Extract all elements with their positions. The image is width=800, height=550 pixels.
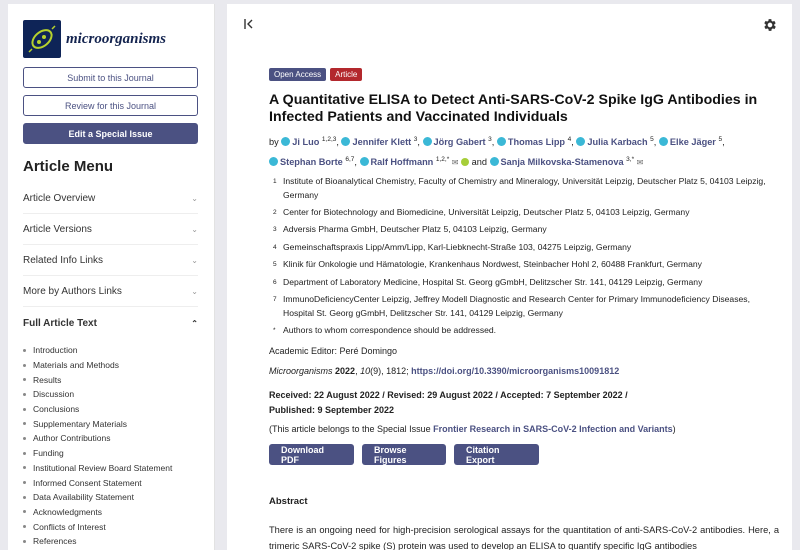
toc-item[interactable]: Supplementary Materials <box>23 416 172 431</box>
article-type-badge: Article <box>330 68 362 81</box>
toc-item[interactable]: Results <box>23 372 172 387</box>
chevron-down-icon: ⌄ <box>191 256 198 265</box>
author-icon <box>269 157 278 166</box>
author-link[interactable]: Jennifer Klett <box>341 137 411 147</box>
gear-icon[interactable] <box>762 17 778 38</box>
author-link[interactable]: Ji Luo <box>281 137 319 147</box>
affiliation: 6 Department of Laboratory Medicine, Hospital St. Georg gGmbH, Delitzscher Str. 141, 04129 Leipzig, Germany <box>273 276 703 287</box>
doi-link[interactable]: https://doi.org/10.3390/microorganisms10091812 <box>411 366 620 376</box>
author-link[interactable]: Jörg Gabert <box>423 137 486 147</box>
mail-icon[interactable]: ✉ <box>636 158 644 168</box>
toc-item[interactable]: Author Contributions <box>23 431 172 446</box>
menu-item-label: Article Versions <box>23 224 92 235</box>
chevron-down-icon: ⌄ <box>191 194 198 203</box>
author-icon <box>659 137 668 146</box>
abstract-heading: Abstract <box>269 496 308 507</box>
author-link[interactable]: Sanja Milkovska-Stamenova <box>490 157 624 167</box>
author-icon <box>576 137 585 146</box>
bullet-icon <box>23 525 26 528</box>
bullet-icon <box>23 437 26 440</box>
bullet-icon <box>23 349 26 352</box>
affiliation: 5 Klinik für Onkologie und Hämatologie, Krankenhaus Nordwest, Steinbacher Hohl 2, 60488 Frankfurt, Germany <box>273 259 702 269</box>
menu-item-label: More by Authors Links <box>23 286 122 297</box>
citation-line: Microorganisms 2022, 10(9), 1812; https://doi.org/10.3390/microorganisms10091812 <box>269 366 620 376</box>
bullet-icon <box>23 364 26 367</box>
open-access-badge: Open Access <box>269 68 326 81</box>
author-link[interactable]: Thomas Lipp <box>497 137 565 147</box>
journal-name: microorganisms <box>66 30 167 47</box>
affiliation-note: * Authors to whom correspondence should be addressed. <box>273 324 497 335</box>
toc-list <box>23 343 172 549</box>
author-icon <box>360 157 369 166</box>
microbe-icon <box>23 20 61 58</box>
menu-item-article-overview[interactable] <box>23 184 198 214</box>
affiliation: 4 Gemeinschaftspraxis Lipp/Amm/Lipp, Karl-Liebknecht-Straße 103, 04275 Leipzig, Germany <box>273 241 632 252</box>
bullet-icon <box>23 422 26 425</box>
chevron-down-icon: ⌄ <box>191 225 198 234</box>
author-link[interactable]: Elke Jäger <box>659 137 716 147</box>
toc-item[interactable]: Acknowledgments <box>23 505 172 520</box>
bullet-icon <box>23 393 26 396</box>
bullet-icon <box>23 466 26 469</box>
menu-item-article-versions[interactable] <box>23 215 198 245</box>
toc-item[interactable]: Discussion <box>23 387 172 402</box>
mail-icon[interactable]: ✉ <box>451 158 459 168</box>
toc-item[interactable]: Materials and Methods <box>23 358 172 373</box>
action-buttons <box>269 444 539 465</box>
author-icon <box>281 137 290 146</box>
publication-dates: Received: 22 August 2022 / Revised: 29 August 2022 / Accepted: 7 September 2022 / Published: 9 September 2022 <box>269 390 628 415</box>
academic-editor: Academic Editor: Peré Domingo <box>269 346 398 356</box>
bullet-icon <box>23 540 26 543</box>
author-icon <box>497 137 506 146</box>
toc-item[interactable]: Data Availability Statement <box>23 490 172 505</box>
article-panel <box>227 4 792 550</box>
badges <box>269 68 362 81</box>
author-link[interactable]: Julia Karbach <box>576 137 647 147</box>
menu-item-label: Article Overview <box>23 193 96 204</box>
affiliation: 7 ImmunoDeficiencyCenter Leipzig, Jeffrey Modell Diagnostic and Research Center for Primary Immunodeficiency Diseases, Hospital St. Georg gGmbH, Delitzscher Str. 141, 04129 Leipzig, Germany <box>273 294 750 318</box>
sidebar <box>8 4 215 550</box>
chevron-down-icon: ⌄ <box>191 287 198 296</box>
author-icon <box>490 157 499 166</box>
bullet-icon <box>23 408 26 411</box>
bullet-icon <box>23 496 26 499</box>
chevron-up-icon: ⌃ <box>191 318 198 328</box>
author-list: by Ji Luo $^{1,2,3}$, Jennifer Klett $^3$, Jörg Gabert $^3$, Thomas Lipp $^4$, Julia Karbach $^5$, Elke Jäger $^5$, Stephan Borte $^{6,7}$, Ralf Hoffmann $^{1,2,*}$ ✉ and Sanja Milkovska-Stamenova $^{3,*}$ ✉ <box>269 136 725 168</box>
toc-item[interactable]: References <box>23 534 172 549</box>
affiliation: 3 Adversis Pharma GmbH, Deutscher Platz 5, 04103 Leipzig, Germany <box>273 224 547 234</box>
menu-item-label: Related Info Links <box>23 255 104 266</box>
menu-item-full-article-text[interactable] <box>23 308 198 338</box>
affiliations <box>269 174 774 340</box>
browse-figures-button[interactable]: Browse Figures <box>362 444 446 465</box>
bullet-icon <box>23 481 26 484</box>
download-pdf-button[interactable]: Download PDF <box>269 444 354 465</box>
menu-item-related-info[interactable] <box>23 246 198 276</box>
orcid-icon[interactable] <box>461 158 469 166</box>
toc-item[interactable]: Conflicts of Interest <box>23 519 172 534</box>
journal-logo[interactable] <box>23 20 166 58</box>
bullet-icon <box>23 452 26 455</box>
review-button[interactable]: Review for this Journal <box>23 95 198 116</box>
menu-item-more-by-authors[interactable] <box>23 277 198 307</box>
edit-special-issue-button[interactable]: Edit a Special Issue <box>23 123 198 144</box>
collapse-sidebar-icon[interactable] <box>243 18 255 33</box>
submit-button[interactable]: Submit to this Journal <box>23 67 198 88</box>
toc-item[interactable]: Informed Consent Statement <box>23 475 172 490</box>
citation-export-button[interactable]: Citation Export <box>454 444 539 465</box>
toc-item[interactable]: Institutional Review Board Statement <box>23 461 172 476</box>
toc-item[interactable]: Conclusions <box>23 402 172 417</box>
abstract-text: There is an ongoing need for high-precision serological assays for the quantitation of anti-SARS-CoV-2 antibodies. Here, a trimeric SARS-CoV-2 spike (S) protein was used to develop an ELISA to quantify specific IgG antibodies <box>269 525 779 550</box>
author-link[interactable]: Ralf Hoffmann <box>360 157 434 167</box>
author-icon <box>341 137 350 146</box>
affiliation: 2 Center for Biotechnology and Biomedicine, Universität Leipzig, Deutscher Platz 5, 04103 Leipzig, Germany <box>273 206 690 217</box>
affiliation: 1 Institute of Bioanalytical Chemistry, Faculty of Chemistry and Mineralogy, Universität Leipzig, Deutscher Platz 5, 04103 Leipzig, Germany <box>273 176 766 200</box>
menu-item-label: Full Article Text <box>23 317 97 329</box>
bullet-icon <box>23 510 26 513</box>
author-link[interactable]: Stephan Borte <box>269 157 343 167</box>
special-issue-note: (This article belongs to the Special Issue Frontier Research in SARS-CoV-2 Infection and Variants) <box>269 424 676 434</box>
author-icon <box>423 137 432 146</box>
toc-item[interactable]: Funding <box>23 446 172 461</box>
article-title: A Quantitative ELISA to Detect Anti-SARS-CoV-2 Spike IgG Antibodies in Infected Patients and Vaccinated Individuals <box>269 92 758 125</box>
toc-item[interactable]: Introduction <box>23 343 172 358</box>
article-menu-title: Article Menu <box>23 158 114 175</box>
bullet-icon <box>23 378 26 381</box>
special-issue-link[interactable]: Frontier Research in SARS-CoV-2 Infection and Variants <box>433 424 673 434</box>
